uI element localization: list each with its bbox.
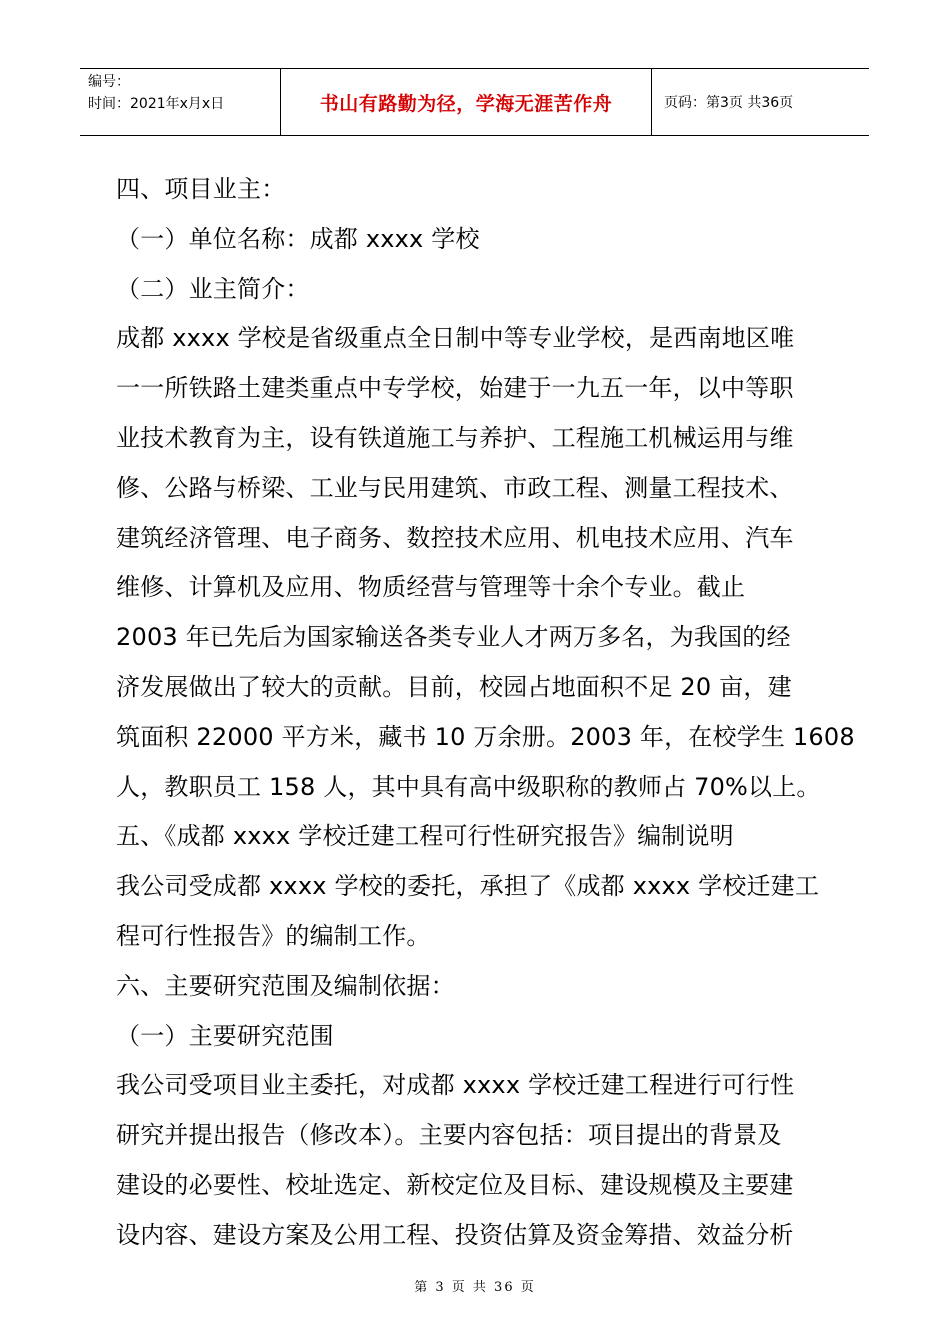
page-footer: 第 3 页 共 36 页	[414, 1280, 536, 1295]
text-line: 我公司受项目业主委托，对成都 xxxx 学校迁建工程进行可行性	[116, 1071, 795, 1100]
text-line: 筑面积 22000 平方米，藏书 10 万余册。2003 年，在校学生 1608	[116, 722, 855, 751]
number-label: 编号：	[88, 74, 130, 90]
header-meta	[80, 69, 281, 135]
text-line: 设内容、建设方案及公用工程、投资估算及资金筹措、效益分析	[116, 1220, 794, 1249]
header-motto: 书山有路勤为径，学海无涯苦作舟	[281, 69, 652, 135]
text-line: 研究并提出报告（修改本）。主要内容包括：项目提出的背景及	[116, 1121, 782, 1150]
text-line: （一）单位名称：成都 xxxx 学校	[116, 224, 480, 253]
text-line: 人，教职员工 158 人，其中具有高中级职称的教师占 70%以上。	[116, 772, 821, 801]
document-body	[116, 165, 855, 1261]
text-line: （二）业主简介：	[116, 274, 310, 303]
text-line: 修、公路与桥梁、工业与民用建筑、市政工程、测量工程技术、	[116, 473, 794, 502]
page-header	[80, 68, 869, 136]
text-line: 维修、计算机及应用、物质经营与管理等十余个专业。截止	[116, 573, 746, 602]
text-line: 成都 xxxx 学校是省级重点全日制中等专业学校，是西南地区唯	[116, 324, 795, 353]
text-line: 建设的必要性、校址选定、新校定位及目标、建设规模及主要建	[116, 1170, 794, 1199]
header-page-code: 页码：第3页 共36页	[664, 95, 794, 111]
text-line: （一）主要研究范围	[116, 1021, 334, 1050]
text-line: 济发展做出了较大的贡献。目前，校园占地面积不足 20 亩，建	[116, 672, 792, 701]
text-line: 2003 年已先后为国家输送各类专业人才两万多名，为我国的经	[116, 623, 791, 652]
text-line: 我公司受成都 xxxx 学校的委托，承担了《成都 xxxx 学校迁建工	[116, 872, 820, 901]
time-label: 时间：2021年x月x日	[88, 96, 225, 112]
text-line: 建筑经济管理、电子商务、数控技术应用、机电技术应用、汽车	[116, 523, 794, 552]
text-line: 五、《成都 xxxx 学校迁建工程可行性研究报告》编制说明	[116, 822, 734, 851]
text-line: 业技术教育为主，设有铁道施工与养护、工程施工机械运用与维	[116, 423, 794, 452]
text-line: 一一所铁路土建类重点中专学校，始建于一九五一年，以中等职	[116, 374, 794, 403]
text-line: 六、主要研究范围及编制依据：	[116, 971, 455, 1000]
text-line: 四、项目业主：	[116, 175, 286, 203]
text-line: 程可行性报告》的编制工作。	[116, 921, 431, 950]
